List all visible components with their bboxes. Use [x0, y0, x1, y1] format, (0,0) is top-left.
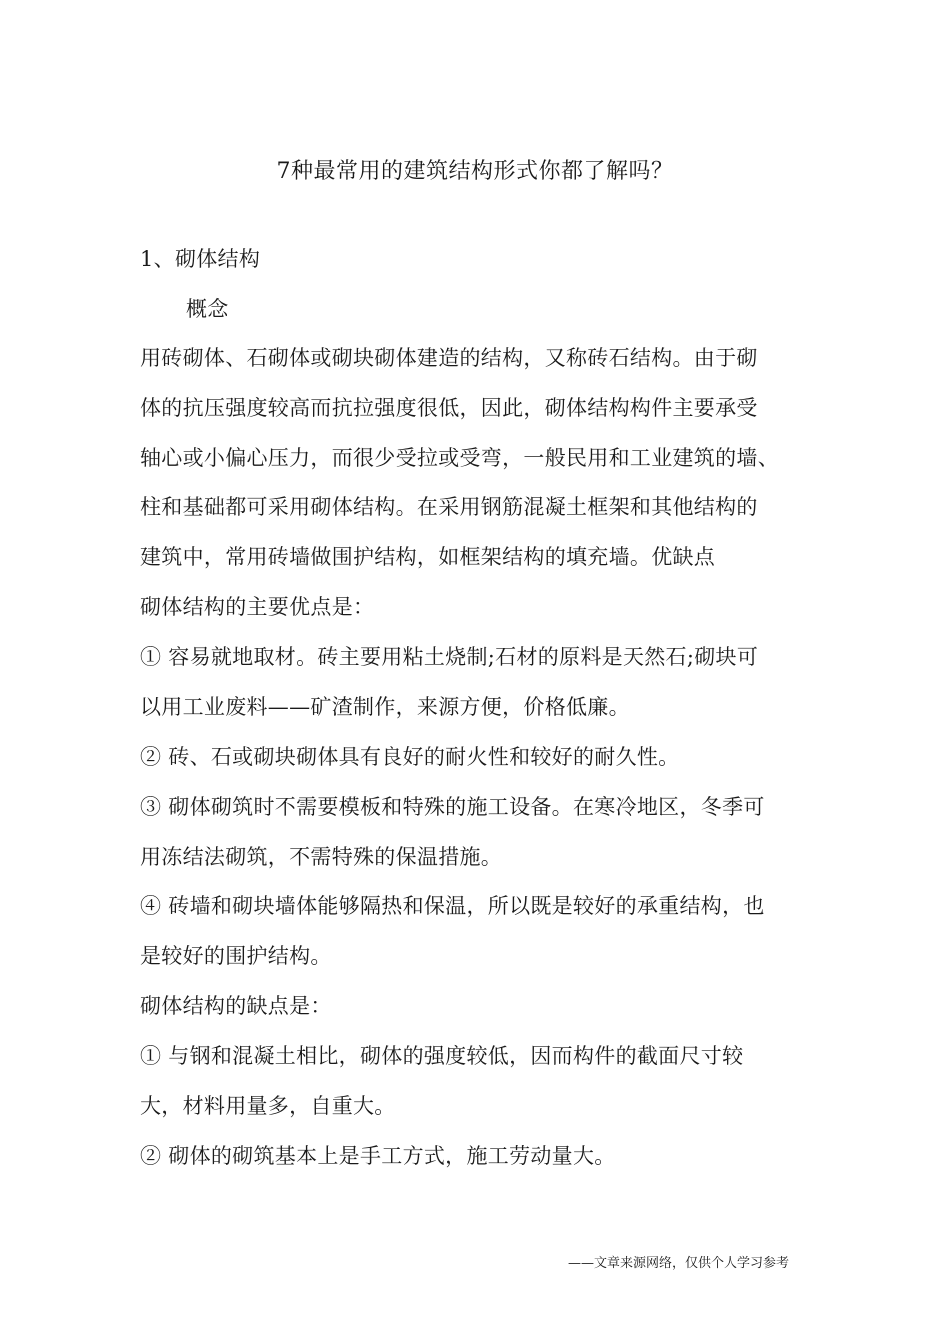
paragraph-line: 砌体结构的主要优点是：	[140, 595, 375, 619]
list-item-continuation: 大，材料用量多，自重大。	[140, 1094, 396, 1118]
subheading: 概念	[186, 297, 229, 321]
paragraph-line: 轴心或小偏心压力，而很少受拉或受弯，一般民用和工业建筑的墙、	[140, 446, 779, 470]
list-item: ④ 砖墙和砌块墙体能够隔热和保温，所以既是较好的承重结构，也	[140, 894, 765, 918]
paragraph-line: 用砖砌体、石砌体或砌块砌体建造的结构，又称砖石结构。由于砌	[140, 346, 758, 370]
paragraph-line: 建筑中，常用砖墙做围护结构，如框架结构的填充墙。优缺点	[140, 545, 716, 569]
list-item: ③ 砌体砌筑时不需要模板和特殊的施工设备。在寒冷地区，冬季可	[140, 795, 765, 819]
list-item-continuation: 以用工业废料——矿渣制作，来源方便，价格低廉。	[140, 695, 630, 719]
paragraph-line: 砌体结构的缺点是：	[140, 994, 332, 1018]
footer-note: ——文章来源网络，仅供个人学习参考	[568, 1256, 790, 1271]
list-item: ① 容易就地取材。砖主要用粘土烧制;石材的原料是天然石;砌块可	[140, 645, 759, 669]
paragraph-line: 柱和基础都可采用砌体结构。在采用钢筋混凝土框架和其他结构的	[140, 495, 758, 519]
list-item: ② 砖、石或砌块砌体具有良好的耐火性和较好的耐久性。	[140, 745, 680, 769]
paragraph-line: 体的抗压强度较高而抗拉强度很低，因此，砌体结构构件主要承受	[140, 396, 758, 420]
list-item: ① 与钢和混凝土相比，砌体的强度较低，因而构件的截面尺寸较	[140, 1044, 744, 1068]
list-item-continuation: 用冻结法砌筑，不需特殊的保温措施。	[140, 845, 503, 869]
list-item: ② 砌体的砌筑基本上是手工方式，施工劳动量大。	[140, 1144, 616, 1168]
section-heading: 1、砌体结构	[140, 247, 261, 271]
page-title: 7种最常用的建筑结构形式你都了解吗？	[276, 159, 674, 184]
list-item-continuation: 是较好的围护结构。	[140, 944, 332, 968]
